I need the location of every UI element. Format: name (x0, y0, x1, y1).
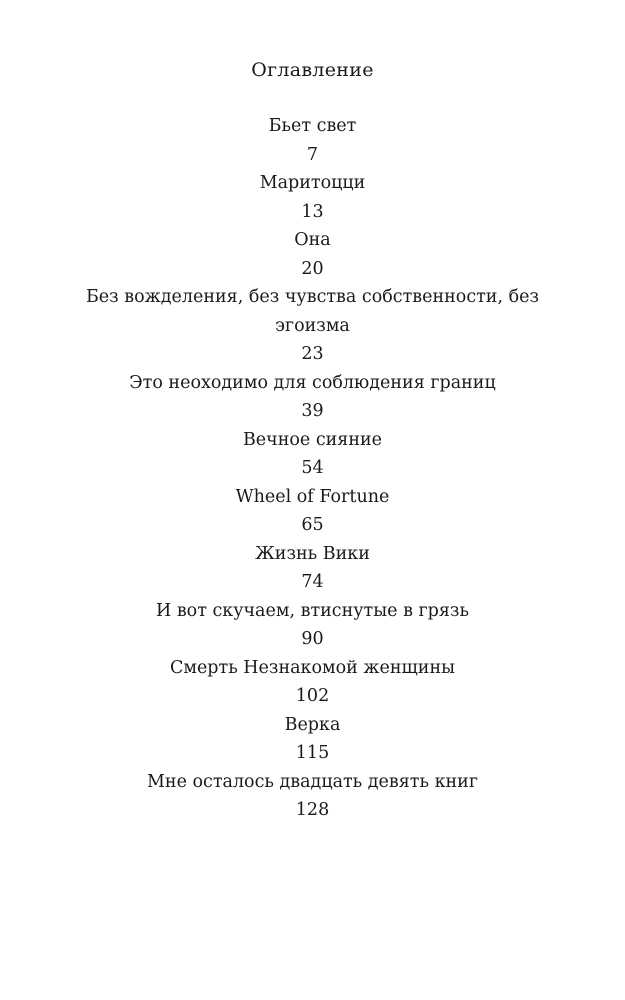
toc-entry-title: Бьет свет (268, 116, 357, 136)
toc-entry-title: И вот скучаем, втиснутые в грязь (156, 600, 469, 621)
toc-entry-page: 102 (295, 686, 330, 706)
toc-entry-title: Это неоходимо для соблюдения границ (129, 372, 496, 393)
toc-entry[interactable] (80, 226, 545, 283)
toc-entry-title: Вечное сияние (242, 429, 383, 450)
toc-entry[interactable] (80, 711, 545, 768)
toc-entry[interactable] (80, 169, 545, 226)
toc-entry-title: Верка (284, 714, 341, 735)
toc-entry-page: 39 (301, 401, 324, 421)
toc-entry-page: 128 (295, 800, 330, 820)
toc-entry-title: Без вожделения, без чувства собственности, без эгоизма (85, 287, 540, 336)
toc-entry-title: Смерть Незнакомой женщины (169, 657, 456, 678)
toc-entry-page: 90 (301, 629, 324, 649)
toc-entry[interactable] (80, 768, 545, 825)
toc-entry[interactable] (80, 654, 545, 711)
toc-entry[interactable] (80, 540, 545, 597)
toc-entry-title: Жизнь Вики (255, 543, 370, 564)
toc-entry[interactable] (80, 597, 545, 654)
toc-entry-page: 54 (301, 458, 324, 478)
toc-entry-page: 65 (301, 515, 324, 535)
toc-entry-page: 20 (301, 258, 324, 279)
toc-entry-page: 115 (295, 743, 330, 763)
toc-entry[interactable] (80, 283, 545, 369)
toc-entry-title: Wheel of Fortune (235, 486, 390, 507)
toc-entry[interactable] (80, 369, 545, 426)
toc-heading: Оглавление (251, 59, 374, 81)
toc-entry-title: Она (294, 230, 331, 250)
toc-entry-page: 7 (306, 144, 319, 165)
toc-entry[interactable] (80, 426, 545, 483)
table-of-contents (80, 112, 545, 825)
toc-entry-page: 74 (301, 572, 324, 592)
toc-entry-title: Маритоцци (259, 173, 366, 193)
toc-entry-page: 23 (301, 344, 324, 364)
toc-entry-title: Мне осталось двадцать девять книг (146, 771, 479, 792)
toc-entry[interactable] (80, 483, 545, 540)
toc-entry-page: 13 (301, 201, 324, 222)
toc-entry[interactable] (80, 112, 545, 169)
